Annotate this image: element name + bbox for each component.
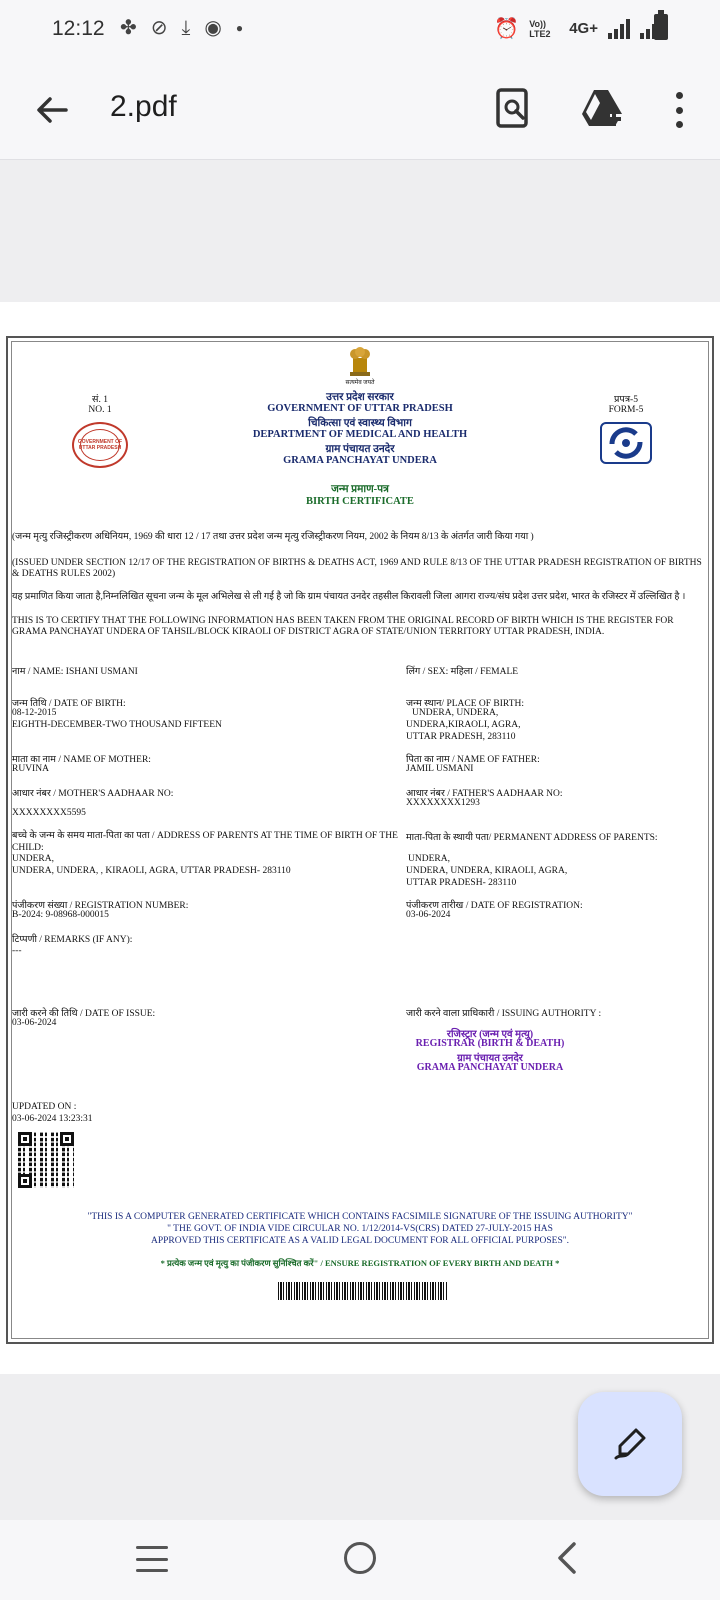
form-english: FORM-5 (608, 405, 644, 415)
pob-label: जन्म स्थान/ PLACE OF BIRTH: (406, 699, 524, 709)
serial-english: NO. 1 (88, 405, 112, 415)
serial-hindi: सं. 1 (92, 395, 108, 405)
authority-line4: GRAMA PANCHAYAT UNDERA (416, 1062, 564, 1073)
slogan: * प्रत्येक जन्म एवं मृत्यु का पंजीकरण सुनिश्चित करें" / ENSURE REGISTRATION OF EVERY BIRTH AND DEATH * (160, 1258, 560, 1268)
remarks-label: टिप्पणी / REMARKS (IF ANY): (12, 935, 133, 945)
drive-add-icon[interactable] (578, 84, 626, 132)
note-line2: " THE GOVT. OF INDIA VIDE CIRCULAR NO. 1/12/2014-VS(CRS) DATED 27-JULY-2015 HAS (167, 1224, 553, 1234)
fan-icon: ✤ (120, 17, 137, 39)
child-name: ISHANI USMANI (65, 667, 138, 677)
emblem-icon (345, 344, 375, 380)
authority-label: जारी करने वाला प्राधिकारी / ISSUING AUTHORITY : (406, 1009, 602, 1019)
panchayat-hindi: ग्राम पंचायत उनदेर (325, 444, 395, 455)
father-aadhaar-value: XXXXXXXX1293 (406, 798, 480, 808)
edit-annotate-icon (610, 1424, 650, 1464)
no-disturb-icon: ⊘ (150, 17, 168, 39)
perm-address-label: माता-पिता के स्थायी पता/ PERMANENT ADDRESS OF PARENTS: (406, 833, 658, 843)
volte-indicator: Vo)) LTE2 (529, 18, 551, 39)
file-title: 2.pdf (110, 90, 177, 123)
address-birth-label: बच्चे के जन्म के समय माता-पिता का पता / ADDRESS OF PARENTS AT THE TIME OF BIRTH OF THE CHILD: (12, 831, 398, 853)
birth-certificate (0, 302, 720, 1374)
remarks-value: --- (12, 946, 22, 956)
reg-no-label: पंजीकरण संख्या / REGISTRATION NUMBER: (12, 901, 189, 911)
issued-under-english: (ISSUED UNDER SECTION 12/17 OF THE REGISTRATION OF BIRTHS & DEATHS ACT, 1969 AND RULE 8/13 OF THE UTTAR PRADESH REGISTRATION OF BIRTHS & DEATHS RULES 2002) (12, 558, 702, 579)
note-line3: APPROVED THIS CERTIFICATE AS A VALID LEGAL DOCUMENT FOR ALL OFFICIAL PURPOSES". (150, 1236, 570, 1246)
chrome-icon: ◉ (204, 17, 222, 39)
title-english: BIRTH CERTIFICATE (306, 496, 414, 507)
crs-logo-icon (600, 422, 652, 464)
certify-hindi: यह प्रमाणित किया जाता है,निम्नलिखित सूचना जन्म के मूल अभिलेख से ली गई है जो कि ग्राम पंचायत उनदेर तहसील किरावली जिला आगरा राज्य/संघ प्रदेश उत्तर प्रदेश, भारत के रजिस्टर में उल्लिखित है । (12, 592, 686, 602)
sex-row: लिंग / SEX: महिला / FEMALE (406, 667, 519, 677)
dept-english: DEPARTMENT OF MEDICAL AND HEALTH (252, 429, 468, 440)
alarm-icon: ⏰ (494, 18, 520, 40)
perm-address-line3: UTTAR PRADESH- 283110 (406, 878, 517, 888)
updated-label: UPDATED ON : (12, 1102, 77, 1112)
network-type: 4G+ (569, 20, 598, 37)
sex-value: महिला / FEMALE (450, 667, 519, 677)
authority-line2: REGISTRAR (BIRTH & DEATH) (415, 1038, 565, 1049)
address-birth-line2: UNDERA, UNDERA, , KIRAOLI, AGRA, UTTAR PRADESH- 283110 (12, 866, 291, 876)
back-icon[interactable] (552, 1540, 582, 1576)
perm-address-line2: UNDERA, UNDERA, KIRAOLI, AGRA, (406, 866, 568, 876)
app-bar (0, 60, 720, 160)
panchayat-english: GRAMA PANCHAYAT UNDERA (283, 455, 437, 466)
mother-label: माता का नाम / NAME OF MOTHER: (12, 755, 151, 765)
search-document-icon[interactable] (492, 86, 536, 130)
father-label: पिता का नाम / NAME OF FATHER: (406, 755, 540, 765)
pob-line3: UTTAR PRADESH, 283110 (406, 732, 516, 742)
emblem-caption: सत्यमेव जयते (345, 380, 375, 386)
dob-label: जन्म तिथि / DATE OF BIRTH: (12, 699, 126, 709)
dot-icon: ● (235, 21, 244, 35)
battery-icon (654, 14, 668, 40)
status-bar (0, 0, 720, 60)
pob-line2: UNDERA,KIRAOLI, AGRA, (406, 720, 521, 730)
issue-date-label: जारी करने की तिथि / DATE OF ISSUE: (12, 1009, 156, 1019)
edit-annotate-button[interactable] (578, 1392, 682, 1496)
pdf-page[interactable] (0, 302, 720, 1374)
name-row: नाम / NAME: ISHANI USMANI (12, 667, 138, 677)
address-birth-line1: UNDERA, (12, 854, 54, 864)
form-hindi: प्रपत्र-5 (614, 395, 638, 405)
mother-value: RUVINA (12, 764, 49, 774)
mother-aadhaar-value: XXXXXXXX5595 (12, 808, 86, 818)
barcode (278, 1282, 448, 1300)
title-hindi: जन्म प्रमाण-पत्र (331, 484, 389, 495)
state-hindi: उत्तर प्रदेश सरकार (326, 392, 394, 403)
up-government-seal: GOVERNMENT OF UTTAR PRADESH (72, 422, 128, 468)
issued-under-hindi: (जन्म मृत्यु रजिस्ट्रीकरण अधिनियम, 1969 की धारा 12 / 17 तथा उत्तर प्रदेश जन्म मृत्यु रजिस्ट्रीकरण नियम, 2002 के नियम 8/13 के अंतर्गत जारी किया गया ) (12, 532, 534, 542)
perm-address-line1: UNDERA, (408, 854, 450, 864)
system-icons (494, 16, 662, 41)
dob-value: 08-12-2015 (12, 708, 57, 718)
notification-icons (120, 16, 243, 40)
authority-line3: ग्राम पंचायत उनदेर (457, 1053, 523, 1064)
father-value: JAMIL USMANI (406, 764, 474, 774)
recent-apps-icon[interactable] (136, 1546, 168, 1572)
mother-aadhaar-label: आधार नंबर / MOTHER'S AADHAAR NO: (12, 789, 174, 799)
download-done-icon: ⤓ (181, 17, 191, 39)
system-nav-bar (0, 1520, 720, 1600)
reg-date-value: 03-06-2024 (406, 910, 451, 920)
reg-date-label: पंजीकरण तारीख / DATE OF REGISTRATION: (406, 901, 583, 911)
issue-date-value: 03-06-2024 (12, 1018, 57, 1028)
more-vert-icon[interactable] (664, 88, 694, 132)
updated-value: 03-06-2024 13:23:31 (12, 1114, 93, 1124)
father-aadhaar-label: आधार नंबर / FATHER'S AADHAAR NO: (406, 789, 563, 799)
reg-no-value: B-2024: 9-08968-000015 (12, 910, 109, 920)
state-english: GOVERNMENT OF UTTAR PRADESH (267, 403, 453, 414)
signal-icon (608, 19, 630, 39)
status-time: 12:12 (52, 17, 105, 40)
pob-line1: UNDERA, UNDERA, (412, 708, 499, 718)
authority-line1: रजिस्ट्रार (जन्म एवं मृत्यु) (446, 1029, 534, 1040)
qr-code (18, 1132, 74, 1188)
certify-english: THIS IS TO CERTIFY THAT THE FOLLOWING INFORMATION HAS BEEN TAKEN FROM THE ORIGINAL RECORD OF BIRTH WHICH IS THE REGISTER FOR GRAMA PANCHAYAT UNDERA OF TAHSIL/BLOCK KIRAOLI OF DISTRICT AGRA OF STATE/UNION TERRITORY UTTAR PRADESH, INDIA. (12, 616, 674, 637)
dob-words: EIGHTH-DECEMBER-TWO THOUSAND FIFTEEN (12, 720, 222, 730)
note-line1: "THIS IS A COMPUTER GENERATED CERTIFICATE WHICH CONTAINS FACSIMILE SIGNATURE OF THE ISSUING AUTHORITY" (87, 1212, 633, 1222)
home-icon[interactable] (344, 1542, 376, 1574)
back-arrow-icon[interactable] (30, 88, 74, 132)
dept-hindi: चिकित्सा एवं स्वास्थ्य विभाग (308, 418, 412, 429)
